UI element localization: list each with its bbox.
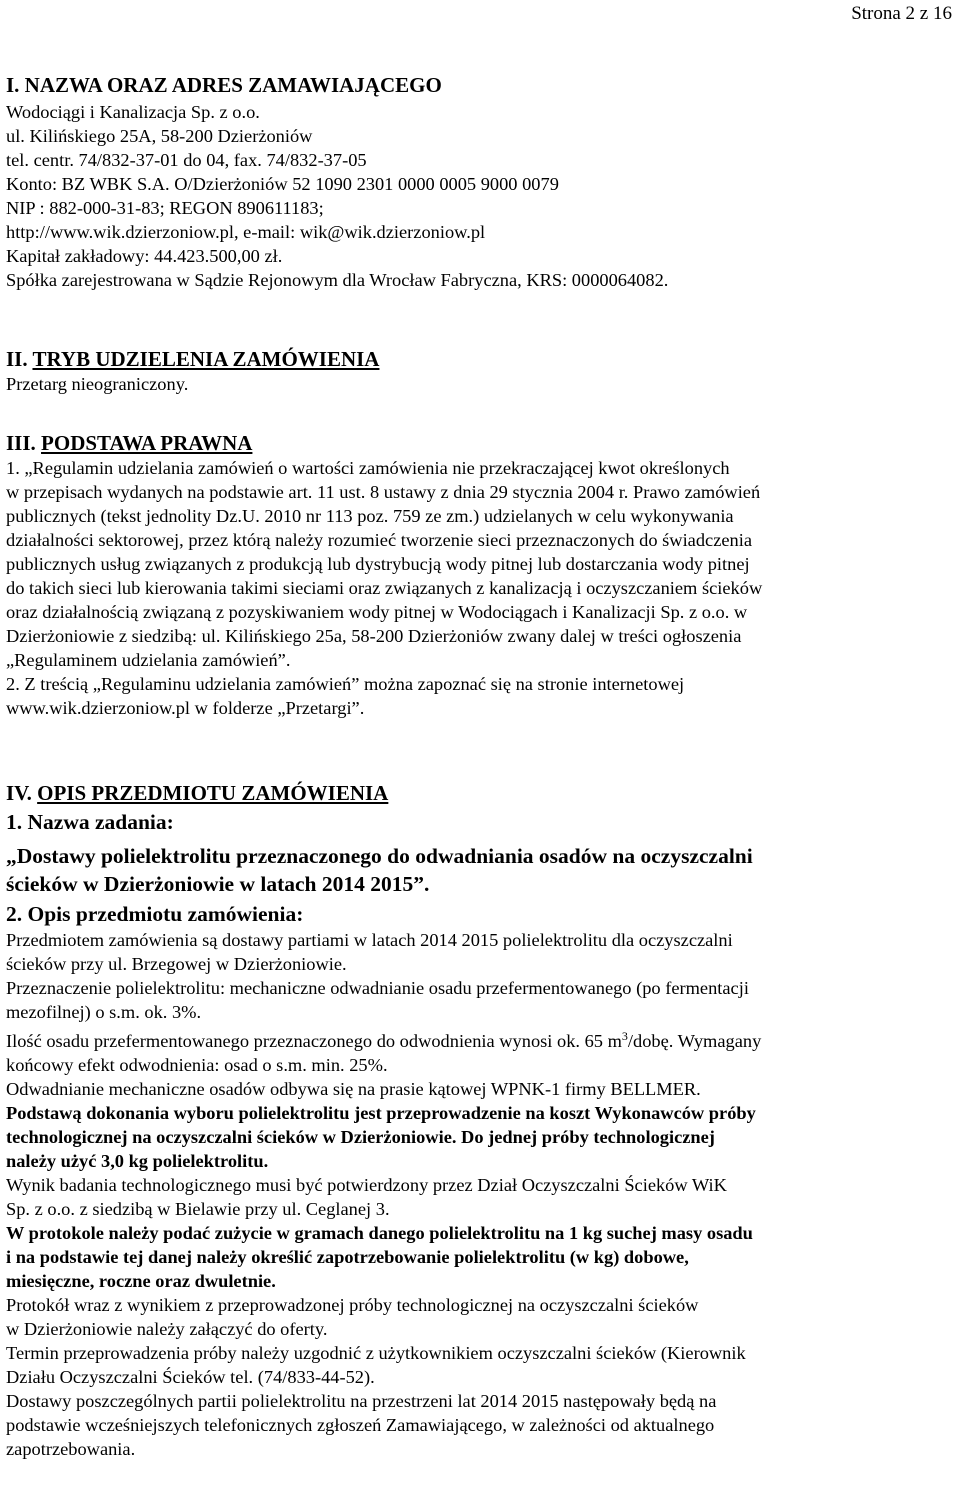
task-name: „Dostawy polielektrolitu przeznaczonego do odwadniania osadów na oczyszczalni ścieków w Dzierżoniowie w latach 2014 2015”.: [6, 844, 753, 896]
section-4-heading: IV. OPIS PRZEDMIOTU ZAMÓWIENIA: [6, 781, 389, 805]
address-line: Kapitał zakładowy: 44.423.500,00 zł.: [6, 246, 283, 266]
paragraph-line: W protokole należy podać zużycie w gramach danego polielektrolitu na 1 kg suchej masy osadu: [6, 1223, 753, 1243]
paragraph-line: Przedmiotem zamówienia są dostawy partiami w latach 2014 2015 polielektrolitu dla oczyszczalni: [6, 930, 733, 950]
address-line: Wodociągi i Kanalizacja Sp. z o.o.: [6, 102, 260, 122]
paragraph: [6, 1341, 954, 1389]
legal-basis-paragraph-2: 2. Z treścią „Regulaminu udzielania zamówień” można zapoznać się na stronie internetowej www.wik.dzierzoniow.pl w folderze „Przetargi”.: [6, 672, 954, 720]
website-email-line[interactable]: http://www.wik.dzierzoniow.pl, e-mail: wik@wik.dzierzoniow.pl: [6, 222, 486, 242]
paragraph-line: Sp. z o.o. z siedzibą w Bielawie przy ul. Ceglanej 3.: [6, 1199, 390, 1219]
description-label: 2. Opis przedmiotu zamówienia:: [6, 902, 304, 926]
paragraph-line: podstawie wcześniejszych telefonicznych zgłoszeń Zamawiającego, w zależności od aktualnego: [6, 1415, 715, 1435]
address-line: ul. Kilińskiego 25A, 58-200 Dzierżoniów: [6, 126, 313, 146]
regulations-link-line[interactable]: www.wik.dzierzoniow.pl w folderze „Przetargi”.: [6, 698, 365, 718]
procedure-text: Przetarg nieograniczony.: [6, 374, 189, 394]
paragraph-line: w Dzierżoniowie należy załączyć do oferty.: [6, 1319, 328, 1339]
paragraph-line: ścieków przy ul. Brzegowej w Dzierżoniowie.: [6, 954, 347, 974]
paragraph-line: Dostawy poszczególnych partii polielektrolitu na przestrzeni lat 2014 2015 następowały będą na: [6, 1391, 717, 1411]
paragraph: [6, 1077, 954, 1101]
description-paragraphs: [6, 928, 954, 1024]
paragraph-line: Protokół wraz z wynikiem z przeprowadzonej próby technologicznej na oczyszczalni ścieków: [6, 1295, 699, 1315]
paragraph: [6, 976, 954, 1024]
sludge-quantity-paragraph: Ilość osadu przefermentowanego przeznaczonego do odwodnienia wynosi ok. 65 $m^3$/dobę. Wymagany końcowy efekt odwodnienia: osad o s.m. min. 25%.: [6, 1029, 762, 1075]
section-subject: [6, 780, 954, 1461]
paragraph: [6, 1101, 954, 1173]
paragraph-line: Podstawą dokonania wyboru polielektrolitu jest przeprowadzenie na koszt Wykonawców próby: [6, 1103, 756, 1123]
section-procedure: [6, 346, 954, 396]
paragraph: [6, 928, 954, 976]
paragraph-line: Przeznaczenie polielektrolitu: mechaniczne odwadnianie osadu przefermentowanego (po fermentacji: [6, 978, 749, 998]
paragraph-line: Termin przeprowadzenia próby należy uzgodnić z użytkownikiem oczyszczalni ścieków (Kierownik: [6, 1343, 746, 1363]
section-3-heading: III. PODSTAWA PRAWNA: [6, 431, 253, 455]
section-contracting-authority: [6, 72, 954, 292]
paragraph-line: Działu Oczyszczalni Ścieków tel. (74/833-44-52).: [6, 1367, 375, 1387]
page-number: Strona 2 z 16: [851, 3, 952, 24]
section-legal-basis: [6, 430, 954, 720]
legal-basis-paragraph-1: 1. „Regulamin udzielania zamówień o wartości zamówienia nie przekraczającej kwot określonych w przepisach wydanych na podstawie art. 11 ust. 8 ustawy z dnia 29 stycznia 2004 r. Prawo zamówień publicznych (tekst jednolity Dz.U. 2010 nr 113 poz. 759 ze zm.) udzielanych w celu wykonywania działalności sektorowej, przez którą należy rozumieć tworzenie sieci przeznaczonych do świadczenia publicznych usług związanych z produkcją lub dystrybucją wody pitnej lub dostarczania wody pitnej do takich sieci lub kierowania takimi sieciami oraz związanych z kanalizacją i oczyszczaniem ścieków oraz działalnością związaną z pozyskiwaniem wody pitnej w Wodociągach i Kanalizacji Sp. z o.o. w Dzierżoniowie z siedzibą: ul. Kilińskiego 25a, 58-200 Dzierżoniów zwany dalej w treści ogłoszenia „Regulaminem udzielania zamówień”.: [6, 458, 763, 670]
paragraph-line: mezofilnej) o s.m. ok. 3%.: [6, 1002, 202, 1022]
paragraph: [6, 1389, 954, 1461]
paragraph-line: technologicznej na oczyszczalni ścieków w Dzierżoniowie. Do jednej próby technologicznej: [6, 1127, 715, 1147]
paragraph-line: należy użyć 3,0 kg polielektrolitu.: [6, 1151, 269, 1171]
paragraph-line: Wynik badania technologicznego musi być potwierdzony przez Dział Oczyszczalni Ścieków WiK: [6, 1175, 727, 1195]
paragraph-line: zapotrzebowania.: [6, 1439, 136, 1459]
address-line: Konto: BZ WBK S.A. O/Dzierżoniów 52 1090 2301 0000 0005 9000 0079: [6, 174, 559, 194]
paragraph-line: miesięczne, roczne oraz dwuletnie.: [6, 1271, 276, 1291]
paragraph-line: i na podstawie tej danej należy określić zapotrzebowanie polielektrolitu (w kg) dobowe,: [6, 1247, 689, 1267]
paragraph: [6, 1173, 954, 1221]
requirements-paragraphs: [6, 1077, 954, 1461]
address-line: Spółka zarejestrowana w Sądzie Rejonowym dla Wrocław Fabryczna, KRS: 0000064082.: [6, 270, 669, 290]
paragraph: [6, 1293, 954, 1341]
task-name-label: 1. Nazwa zadania:: [6, 810, 174, 834]
section-1-heading: I. NAZWA ORAZ ADRES ZAMAWIAJĄCEGO: [6, 73, 442, 97]
paragraph-line: Odwadnianie mechaniczne osadów odbywa się na prasie kątowej WPNK-1 firmy BELLMER.: [6, 1079, 701, 1099]
paragraph: [6, 1221, 954, 1293]
address-line: NIP : 882-000-31-83; REGON 890611183;: [6, 198, 324, 218]
section-2-heading: II. TRYB UDZIELENIA ZAMÓWIENIA: [6, 347, 380, 371]
address-line: tel. centr. 74/832-37-01 do 04, fax. 74/832-37-05: [6, 150, 367, 170]
